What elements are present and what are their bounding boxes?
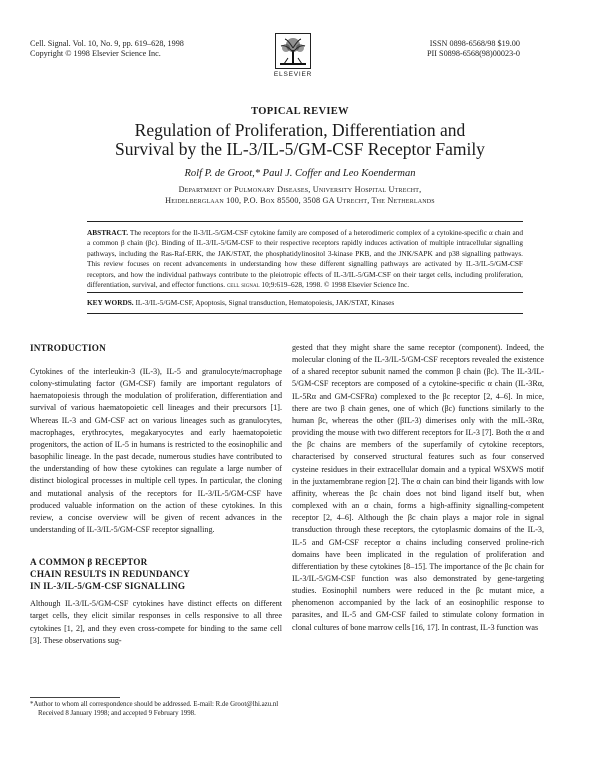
elsevier-tree-icon (275, 33, 311, 69)
footnote (30, 701, 282, 718)
article-title (0, 121, 600, 159)
correspondence-footnote: *Author to whom all correspondence should be addressed. E-mail: R.de Groot@lhi.azu.nl (30, 701, 279, 708)
section-2-paragraph: Although IL-3/IL-5/GM-CSF cytokines have distinct effects on different target cells, they elicit similar responses in cells responsive to all three cytokines [1, 2], and they even cross-compete for binding to the same cell [3]. These observations sug- (30, 599, 282, 645)
copyright-line: Copyright © 1998 Elsevier Science Inc. (30, 49, 161, 58)
publisher-logo (262, 33, 324, 93)
body-column-left (30, 342, 282, 647)
abstract-copyright: © 1998 Elsevier Science Inc. (323, 280, 410, 290)
section-2-heading-line-1: A COMMON β RECEPTOR (30, 557, 148, 568)
affiliation (0, 184, 600, 206)
footnote-rule (30, 697, 120, 698)
publisher-logo-text: ELSEVIER (273, 71, 313, 78)
received-date-footnote: Received 8 January 1998; and accepted 9 February 1998. (38, 709, 196, 717)
right-column-paragraph: gested that they might share the same receptor (component). Indeed, the molecular cloning of the IL-3/IL-5/GM-CSF receptors revealed the existence of a shared receptor subunit named the common β chain (βc). The IL-3/IL-5/GM-CSF receptors are composed of a cytokine-specific α chain (IL-3Rα, IL-5Rα and GM-CSFRα) complexed to the βc receptor [2, 4–6]. In mice, there are two β chain genes, one of which (βc) functions similarly to the human βc, whereas the other (βIL-3) dimerises only with the mIL-3Rα, providing the mouse with two different receptors for IL-3 [7]. Both the α and the βc chains are members of the superfamily of cytokine receptors, characterised by conserved structural features such as four conserved cysteine residues in their extracellular domain and a typical WSXWS motif in the juxtamembrane region [2]. The α chain can bind their ligands with low affinity, whereas the βc chain does not bind ligand itself but, when complexed with an α chain, forms a high-affinity signalling-competent receptor [2, 4–6]. Although the βc chain plays a major role in signal transduction through these receptors, the cytoplasmic domains of the IL-3, IL-5 and GM-CSF receptor α chains including conserved proline-rich domains have been implicated in the regulation of proliferation and differentiation by these cytokines [8–15]. The importance of the βc chain for IL-3/IL-5/GM-CSF function was also demonstrated by gene-targeting studies. Eosinophil numbers were reduced in the βc mutant mice, a phenomenon accompanied by the lack of an eosinophilic response to parasites, and IL-5 and GM-CSF failed to stimulate colony formation in clonal cultures of bone marrow cells [16, 17]. In contrast, IL-3 function was (292, 343, 544, 632)
abstract-text: The receptors for the Il-3/IL-5/GM-CSF cytokine family are composed of a heterodimeric complex of a cytokine-specific α chain and a common β chain (βc). Binding of IL-3/IL-5/GM-CSF to their respective receptors rapidly induces activation of multiple intracellular signalling pathways, including the Ras-Raf-ERK, the JAK/STAT, the phosphatidylinositol 3-kinase PKB, and the JNK/SAPK and p38 signalling pathways. This review focuses on recent advancements in understanding how these different signalling pathways are activated by IL-3/IL-5/GM-CSF receptors, and how the individual pathways contribute to the pleiotropic effects of IL-3/IL-5/GM-CSF on their target cells, including proliferation, differentiation, survival, and effector functions. (87, 228, 523, 290)
author-list: Rolf P. de Groot,* Paul J. Coffer and Leo Koenderman (184, 168, 416, 179)
abstract (87, 228, 523, 290)
body-column-right (292, 342, 544, 634)
section-2-heading-line-3: IN IL-3/IL-5/GM-CSF SIGNALLING (30, 581, 186, 592)
journal-header-left (30, 39, 184, 59)
introduction-heading: INTRODUCTION (30, 343, 106, 353)
issn-line: ISSN 0898-6568/98 $19.00 (429, 39, 520, 48)
journal-header-right (427, 39, 520, 59)
abstract-citation: cell signal 10;9:619–628, 1998. (226, 280, 323, 290)
pii-line: PII S0898-6568(98)00023-0 (426, 49, 520, 58)
journal-citation-line: Cell. Signal. Vol. 10, No. 9, pp. 619–628, 1998 (30, 39, 184, 48)
abstract-label: ABSTRACT. (87, 228, 129, 237)
keywords-label: KEY WORDS. (87, 298, 134, 307)
article-type-label: TOPICAL REVIEW (251, 106, 349, 117)
article-title-line-2: Survival by the IL-3/IL-5/GM-CSF Receptor Family (115, 139, 485, 159)
section-2-heading (30, 556, 282, 592)
keywords (87, 298, 523, 308)
section-2-heading-line-2: CHAIN RESULTS IN REDUNDANCY (30, 569, 190, 580)
abstract-top-rule (87, 221, 523, 222)
abstract-bottom-rule (87, 292, 523, 293)
introduction-paragraph: Cytokines of the interleukin-3 (IL-3), IL-5 and granulocyte/macrophage colony-stimulating factor (GM-CSF) family are important regulators of haematopoiesis through the modulation of proliferation, differentiation and survival of various haematopoietic cell lineages and their precursors [1]. Whereas IL-3 and GM-CSF act on various lineages such as granulocytes, macrophages, erythrocytes, megakaryocytes and early haematopoietic progenitors, the action of IL-5 in humans is restricted to the eosinophilic and basophilic lineage. In the past decade, numerous studies have contributed to the understanding of how these cytokines can regulate a large number of distinct biological processes in multiple cell types. In particular, the cloning and mutational analysis of the receptors for IL-3/IL-5/GM-CSF have produced valuable information on the action of these cytokines. In this review, a concise overview will be given of recent advances in the understanding of IL-3/IL-5/GM-CSF receptor signalling. (30, 367, 282, 535)
keywords-text: IL-3/IL-5/GM-CSF, Apoptosis, Signal transduction, Hematopoiesis, JAK/STAT, Kinases (135, 298, 395, 307)
article-title-line-1: Regulation of Proliferation, Differentiation and (134, 120, 466, 140)
affiliation-line-2: Heidelberglaan 100, P.O. Box 85500, 3508 GA Utrecht, The Netherlands (165, 196, 435, 205)
affiliation-line-1: Department of Pulmonary Diseases, University Hospital Utrecht, (178, 185, 422, 194)
keywords-bottom-rule (87, 313, 523, 314)
